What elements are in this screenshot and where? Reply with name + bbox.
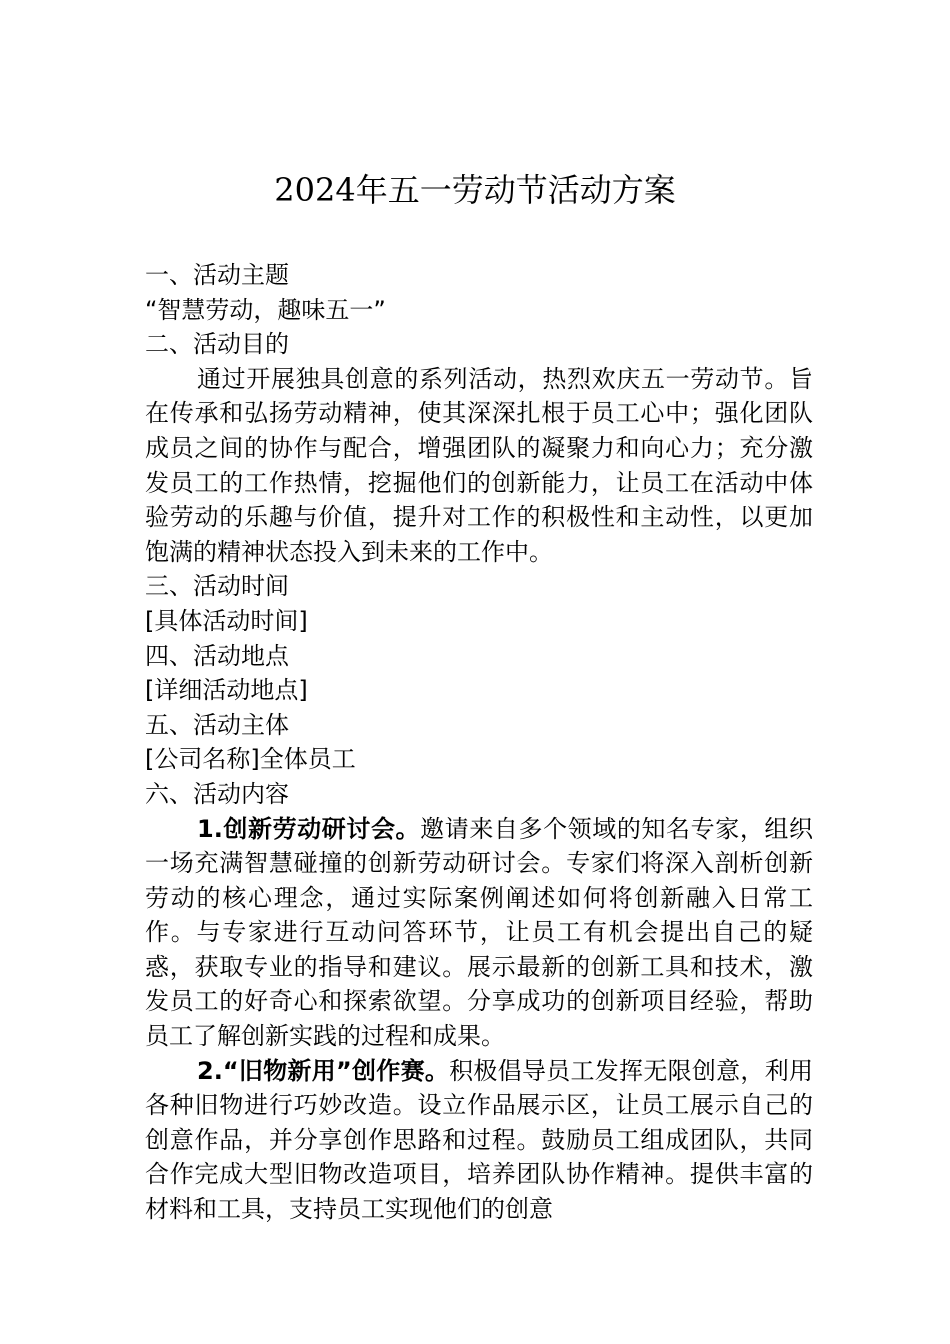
content-item-1-title: 1.创新劳动研讨会。: [197, 814, 421, 843]
section-heading-content: 六、活动内容: [145, 779, 289, 808]
document-title: 2024年五一劳动节活动方案: [274, 171, 676, 209]
section-heading-theme: 一、活动主题: [145, 261, 289, 289]
content-item-2: [145, 1054, 813, 1227]
subject-text: [公司名称]全体员工: [145, 745, 356, 774]
purpose-paragraph: 通过开展独具创意的系列活动，热烈欢庆五一劳动节。旨在传承和弘扬劳动精神，使其深深扎根于员工心中；强化团队成员之间的协作与配合，增强团队的凝聚力和向心力；充分激发员工的工作热情，挖掘他们的创新能力，让员工在活动中体验劳动的乐趣与价值，提升对工作的积极性和主动性，以更加饱满的精神状态投入到未来的工作中。: [145, 364, 813, 566]
section-heading-purpose: 二、活动目的: [145, 330, 289, 359]
content-item-1-text: 邀请来自多个领域的知名专家，组织一场充满智慧碰撞的创新劳动研讨会。专家们将深入剖析创新劳动的核心理念，通过实际案例阐述如何将创新融入日常工作。与专家进行互动问答环节，让员工有机会提出自己的疑惑，获取专业的指导和建议。展示最新的创新工具和技术，激发员工的好奇心和探索欲望。分享成功的创新项目经验，帮助员工了解创新实践的过程和成果。: [145, 814, 813, 1051]
theme-text: “智慧劳动，趣味五一”: [145, 295, 386, 324]
section-heading-time: 三、活动时间: [145, 572, 289, 601]
content-item-2-text: 积极倡导员工发挥无限创意，利用各种旧物进行巧妙改造。设立作品展示区，让员工展示自己的创意作品，并分享创作思路和过程。鼓励员工组成团队，共同合作完成大型旧物改造项目，培养团队协作精神。提供丰富的材料和工具，支持员工实现他们的创意: [145, 1056, 813, 1224]
content-item-2-title: 2.“旧物新用”创作赛。: [197, 1056, 450, 1085]
time-text: [具体活动时间]: [145, 606, 308, 635]
document-body: [145, 258, 813, 1227]
content-item-1: [145, 812, 813, 1054]
section-heading-place: 四、活动地点: [145, 641, 289, 670]
section-heading-subject: 五、活动主体: [145, 710, 289, 739]
place-text: [详细活动地点]: [145, 676, 308, 705]
